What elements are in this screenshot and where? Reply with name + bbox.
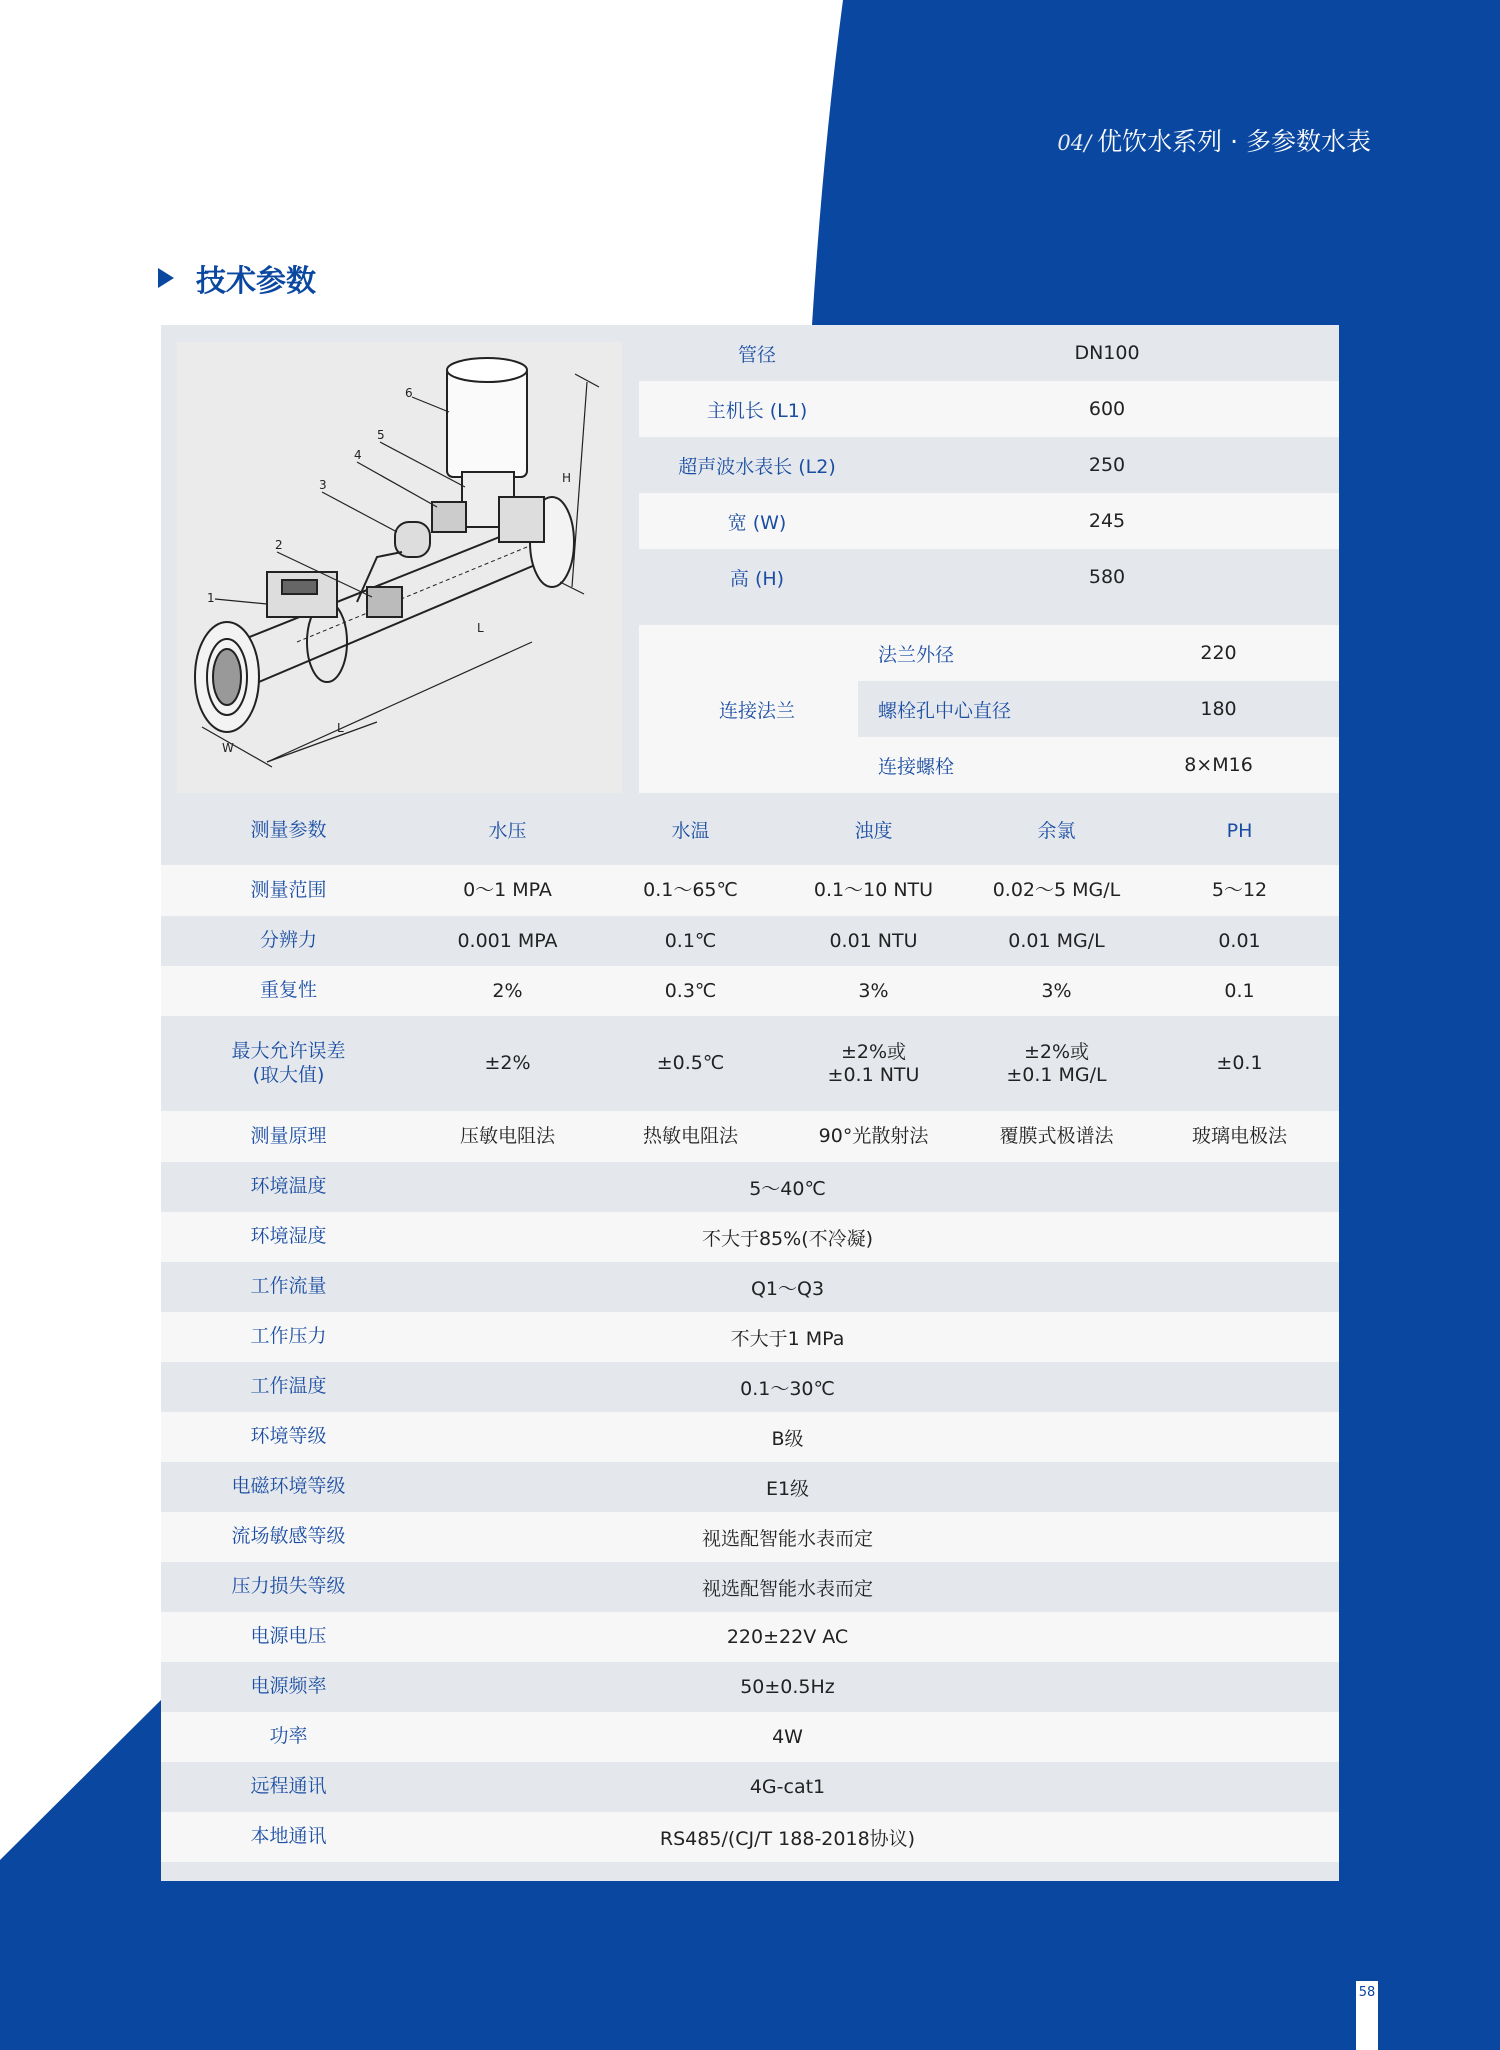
page-number: 58 (1356, 1981, 1378, 2050)
svg-text:W: W (222, 741, 234, 755)
table-cell: ±0.1 (1216, 1052, 1263, 1075)
flange-row-label: 螺栓孔中心直径 (878, 699, 1012, 722)
spec-label: 电磁环境等级 (231, 1475, 346, 1498)
dimension-label: 超声波水表长 (L2) (678, 455, 836, 478)
table-cell: 覆膜式极谱法 (999, 1125, 1114, 1148)
triangle-bullet-icon (158, 268, 174, 288)
spec-value: 4W (772, 1726, 803, 1748)
spec-value: 0.1～30℃ (740, 1377, 835, 1400)
table-cell: 0.1～10 NTU (813, 879, 934, 902)
spec-value: E1级 (765, 1477, 810, 1500)
water-meter-illustration-icon (177, 342, 622, 793)
table-cell: 0.1 (1224, 979, 1255, 1002)
spec-row (161, 1762, 1339, 1812)
measurement-row (161, 1016, 1339, 1111)
table-cell: 热敏电阻法 (642, 1125, 738, 1148)
spec-label: 压力损失等级 (231, 1575, 346, 1598)
row-label: 测量原理 (250, 1124, 327, 1147)
spec-row (161, 1412, 1339, 1462)
flange-row-value: 180 (1200, 698, 1237, 720)
measurement-row (161, 1111, 1339, 1162)
flange-row (858, 681, 1339, 737)
svg-text:L: L (337, 721, 344, 735)
header-cell: 水温 (671, 819, 710, 842)
table-cell: ±2% (484, 1052, 531, 1075)
table-cell: ±2%或 ±0.1 NTU (827, 1040, 920, 1086)
spec-label: 本地通讯 (250, 1825, 327, 1848)
measurement-row (161, 916, 1339, 966)
spec-label: 流场敏感等级 (231, 1525, 346, 1548)
table-cell: 0.001 MPA (457, 929, 558, 952)
spec-label: 工作压力 (250, 1325, 327, 1348)
dimension-label: 主机长 (L1) (706, 399, 808, 422)
dimensions-table (639, 325, 1339, 605)
spec-value: 不大于85%(不冷凝) (701, 1227, 874, 1250)
table-cell: 0.3℃ (664, 979, 717, 1002)
spec-row (161, 1662, 1339, 1712)
header-title (1057, 122, 1371, 158)
spec-row (161, 1212, 1339, 1262)
dimension-value: 245 (1088, 510, 1126, 532)
spec-label: 工作流量 (250, 1275, 327, 1298)
dimension-row (639, 493, 1339, 549)
svg-text:3: 3 (319, 478, 327, 492)
spec-row (161, 1362, 1339, 1412)
table-cell: 2% (492, 979, 523, 1002)
spec-row (161, 1512, 1339, 1562)
svg-text:L: L (477, 621, 484, 635)
flange-row-label: 连接螺栓 (878, 755, 955, 778)
table-cell: 0～1 MPA (463, 879, 552, 902)
section-title (158, 256, 316, 300)
table-cell: 0.01 MG/L (1008, 929, 1105, 952)
spec-label: 环境温度 (250, 1175, 327, 1198)
spec-row (161, 1562, 1339, 1612)
measurement-table (161, 797, 1339, 1862)
spec-row (161, 1712, 1339, 1762)
table-cell: 90°光散射法 (818, 1125, 929, 1148)
spec-label: 电源电压 (250, 1625, 327, 1648)
spec-label: 功率 (269, 1725, 308, 1748)
flange-row-value: 8×M16 (1184, 754, 1253, 776)
header-text: 优饮水系列 · 多参数水表 (1097, 127, 1371, 156)
svg-text:6: 6 (405, 386, 413, 400)
spec-row (161, 1262, 1339, 1312)
spec-value: Q1～Q3 (750, 1277, 825, 1300)
spec-row (161, 1612, 1339, 1662)
spec-row (161, 1162, 1339, 1212)
flange-row (858, 737, 1339, 793)
header-cell: 水压 (488, 819, 527, 842)
dimension-row (639, 325, 1339, 381)
product-drawing (177, 342, 622, 793)
table-cell: 0.1℃ (664, 929, 717, 952)
flange-row-label: 法兰外径 (878, 643, 955, 666)
header-cell: 余氯 (1037, 819, 1076, 842)
dimension-label: 高 (H) (729, 567, 785, 590)
table-cell: 3% (1041, 979, 1072, 1002)
table-cell: 5～12 (1211, 879, 1268, 902)
flange-row-value: 220 (1200, 642, 1237, 664)
spec-value: 不大于1 MPa (730, 1327, 845, 1350)
measurement-row (161, 966, 1339, 1016)
section-title-text: 技术参数 (196, 264, 316, 299)
table-cell: 玻璃电极法 (1191, 1125, 1287, 1148)
header-cell: PH (1226, 819, 1253, 842)
dimension-row (639, 549, 1339, 605)
svg-text:5: 5 (377, 428, 385, 442)
dimension-value: 600 (1088, 398, 1126, 420)
table-cell: ±2%或 ±0.1 MG/L (1006, 1040, 1107, 1086)
table-cell: 0.01 (1218, 929, 1261, 952)
svg-text:H: H (562, 471, 572, 485)
table-cell: 压敏电阻法 (459, 1125, 555, 1148)
spec-value: 50±0.5Hz (740, 1676, 835, 1698)
spec-row (161, 1312, 1339, 1362)
dimension-value: 580 (1088, 566, 1126, 588)
row-label: 最大允许误差 (取大值) (231, 1039, 346, 1086)
table-cell: 0.1～65℃ (643, 879, 738, 902)
spec-value: 220±22V AC (726, 1626, 849, 1648)
dimension-label: 宽 (W) (727, 511, 787, 534)
header-number: 04/ (1057, 131, 1092, 155)
spec-value: 视选配智能水表而定 (701, 1577, 873, 1600)
spec-value: B级 (771, 1427, 804, 1450)
spec-label: 远程通讯 (250, 1775, 327, 1798)
table-cell: 0.01 NTU (829, 929, 918, 952)
svg-text:4: 4 (354, 448, 362, 462)
flange-row (858, 625, 1339, 681)
row-label: 测量范围 (250, 878, 327, 901)
dimension-value: DN100 (1074, 342, 1140, 364)
row-label: 重复性 (259, 979, 317, 1002)
flange-label: 连接法兰 (718, 699, 795, 722)
table-cell: 3% (858, 979, 889, 1002)
measurement-row (161, 865, 1339, 916)
dimension-row (639, 437, 1339, 493)
row-label: 分辨力 (259, 929, 317, 952)
svg-text:2: 2 (275, 538, 283, 552)
spec-value: RS485/(CJ/T 188-2018协议) (659, 1827, 916, 1850)
svg-text:1: 1 (207, 591, 215, 605)
spec-value: 5～40℃ (749, 1177, 826, 1200)
spec-label: 工作温度 (250, 1375, 327, 1398)
spec-value: 4G-cat1 (749, 1776, 826, 1798)
measurement-header-row (161, 797, 1339, 865)
spec-label: 环境湿度 (250, 1225, 327, 1248)
header-cell: 测量参数 (250, 819, 327, 842)
spec-panel (161, 325, 1339, 1881)
spec-row (161, 1462, 1339, 1512)
table-cell: ±0.5℃ (656, 1052, 725, 1075)
header-cell: 浊度 (854, 819, 893, 842)
spec-label: 环境等级 (250, 1425, 327, 1448)
dimension-row (639, 381, 1339, 437)
dimension-label: 管径 (737, 343, 776, 366)
table-cell: 0.02～5 MG/L (992, 879, 1121, 902)
flange-table (639, 625, 1339, 793)
spec-value: 视选配智能水表而定 (701, 1527, 873, 1550)
dimension-value: 250 (1088, 454, 1126, 476)
spec-label: 电源频率 (250, 1675, 327, 1698)
spec-row (161, 1812, 1339, 1862)
